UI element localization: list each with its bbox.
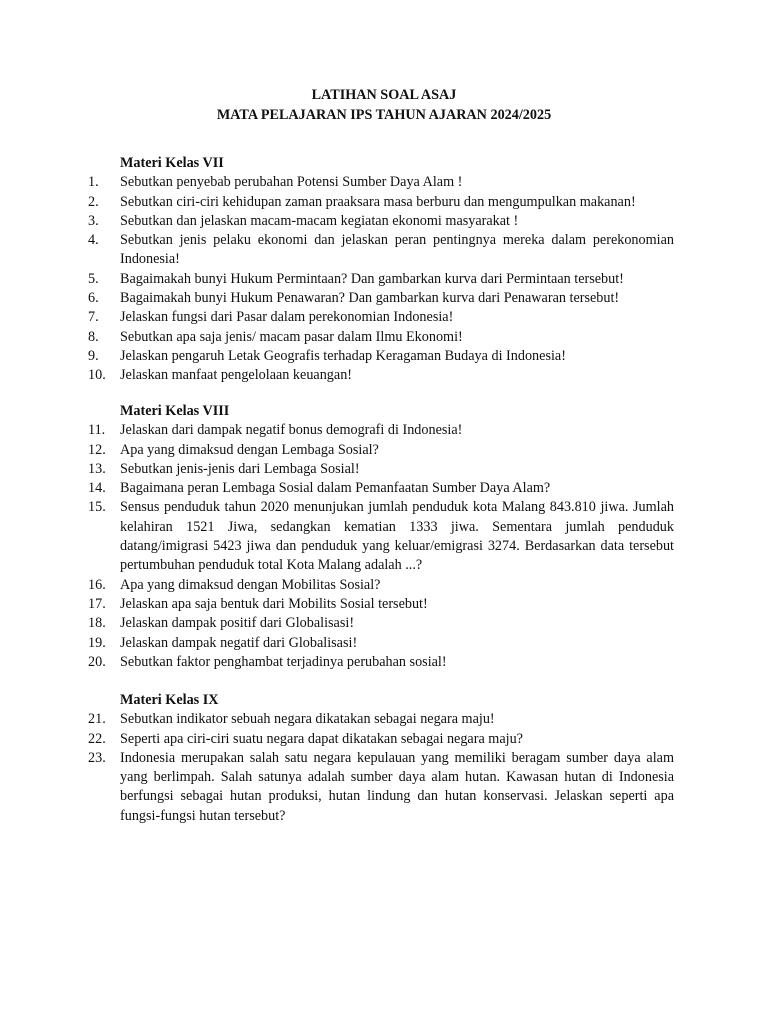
- item-number: 19.: [88, 634, 106, 651]
- item-number: 10.: [88, 367, 106, 384]
- question-list: [88, 173, 674, 385]
- item-number: 11.: [88, 422, 106, 439]
- list-item: [88, 653, 674, 672]
- list-item: [88, 441, 674, 460]
- list-item: [88, 479, 674, 498]
- item-number: 4.: [88, 232, 99, 249]
- list-item: [88, 421, 674, 440]
- section-heading: Materi Kelas IX: [120, 692, 219, 708]
- item-text: Sebutkan faktor penghambat terjadinya perubahan sosial!: [120, 653, 447, 670]
- item-text: Apa yang dimaksud dengan Mobilitas Sosial?: [120, 576, 381, 593]
- item-text: Bagaimakah bunyi Hukum Penawaran? Dan gambarkan kurva dari Penawaran tersebut!: [120, 290, 620, 307]
- list-item: [88, 328, 674, 347]
- item-number: 1.: [88, 174, 99, 191]
- item-number: 15.: [88, 499, 106, 516]
- item-number: 22.: [88, 730, 106, 747]
- item-number: 2.: [88, 193, 99, 210]
- item-text: Jelaskan dari dampak negatif bonus demografi di Indonesia!: [120, 422, 463, 439]
- section-kelas-viii: [88, 402, 674, 672]
- item-number: 14.: [88, 480, 106, 497]
- item-number: 13.: [88, 460, 106, 477]
- section-heading: Materi Kelas VIII: [120, 403, 230, 419]
- list-item: [88, 710, 674, 729]
- item-text: Bagaimana peran Lembaga Sosial dalam Pemanfaatan Sumber Daya Alam?: [120, 480, 551, 497]
- list-item: [88, 634, 674, 653]
- list-item: [88, 749, 674, 826]
- list-item: [88, 576, 674, 595]
- item-text: Seperti apa ciri-ciri suatu negara dapat dikatakan sebagai negara maju?: [120, 730, 523, 747]
- item-number: 20.: [88, 653, 106, 670]
- item-text: Sensus penduduk tahun 2020 menunjukan jumlah penduduk kota Malang 843.810 jiwa. Jumlah kelahiran 1521 Jiwa, sedangkan kematian 1333 jiwa. Sementara jumlah penduduk datang/imigrasi 5423 jiwa dan penduduk yang keluar/emigrasi 3274. Berdasarkan data tersebut pertumbuhan penduduk total Kota Malang adalah ...?: [120, 499, 674, 574]
- list-item: [88, 498, 674, 575]
- section-kelas-ix: [88, 691, 674, 826]
- list-item: [88, 595, 674, 614]
- item-number: 8.: [88, 328, 99, 345]
- item-number: 9.: [88, 347, 99, 364]
- list-item: [88, 212, 674, 231]
- item-text: Apa yang dimaksud dengan Lembaga Sosial?: [120, 441, 379, 458]
- item-number: 16.: [88, 576, 106, 593]
- item-text: Jelaskan manfaat pengelolaan keuangan!: [120, 367, 353, 384]
- item-number: 6.: [88, 290, 99, 307]
- list-item: [88, 614, 674, 633]
- item-number: 12.: [88, 441, 106, 458]
- list-item: [88, 173, 674, 192]
- list-item: [88, 193, 674, 212]
- item-text: Sebutkan jenis pelaku ekonomi dan jelaskan peran pentingnya mereka dalam perekonomian Indonesia!: [120, 232, 674, 268]
- item-text: Jelaskan pengaruh Letak Geografis terhadap Keragaman Budaya di Indonesia!: [120, 347, 566, 364]
- item-text: Jelaskan dampak negatif dari Globalisasi!: [120, 634, 358, 651]
- item-text: Sebutkan ciri-ciri kehidupan zaman praaksara masa berburu dan mengumpulkan makanan!: [120, 193, 636, 210]
- item-text: Bagaimakah bunyi Hukum Permintaan? Dan gambarkan kurva dari Permintaan tersebut!: [120, 270, 624, 287]
- list-item: [88, 347, 674, 366]
- question-list: [88, 710, 674, 826]
- item-number: 17.: [88, 595, 106, 612]
- item-text: Indonesia merupakan salah satu negara kepulauan yang memiliki beragam sumber daya alam yang berlimpah. Salah satunya adalah sumber daya alam hutan. Kawasan hutan di Indonesia berfungsi sebagai hutan produksi, hutan lindung dan hutan konservasi. Jelaskan seperti apa fungsi-fungsi hutan tersebut?: [120, 749, 674, 824]
- item-text: Sebutkan dan jelaskan macam-macam kegiatan ekonomi masyarakat !: [120, 212, 519, 229]
- section-kelas-vii: [88, 154, 674, 386]
- list-item: [88, 366, 674, 385]
- item-text: Sebutkan jenis-jenis dari Lembaga Sosial!: [120, 460, 360, 477]
- item-text: Sebutkan apa saja jenis/ macam pasar dalam Ilmu Ekonomi!: [120, 328, 463, 345]
- item-number: 23.: [88, 749, 106, 766]
- item-text: Sebutkan penyebab perubahan Potensi Sumber Daya Alam !: [120, 174, 463, 191]
- item-text: Jelaskan dampak positif dari Globalisasi!: [120, 615, 355, 632]
- item-number: 21.: [88, 711, 106, 728]
- list-item: [88, 231, 674, 270]
- list-item: [88, 460, 674, 479]
- section-heading: Materi Kelas VII: [120, 155, 224, 171]
- list-item: [88, 308, 674, 327]
- list-item: [88, 730, 674, 749]
- document-title: LATIHAN SOAL ASAJ: [311, 87, 457, 103]
- question-list: [88, 421, 674, 672]
- list-item: [88, 289, 674, 308]
- document-subtitle: MATA PELAJARAN IPS TAHUN AJARAN 2024/2025: [216, 107, 552, 123]
- item-text: Jelaskan apa saja bentuk dari Mobilits Sosial tersebut!: [120, 595, 428, 612]
- item-text: Jelaskan fungsi dari Pasar dalam perekonomian Indonesia!: [120, 309, 454, 326]
- item-number: 18.: [88, 615, 106, 632]
- item-text: Sebutkan indikator sebuah negara dikatakan sebagai negara maju!: [120, 711, 495, 728]
- item-number: 7.: [88, 309, 99, 326]
- item-number: 5.: [88, 270, 99, 287]
- list-item: [88, 270, 674, 289]
- item-number: 3.: [88, 212, 99, 229]
